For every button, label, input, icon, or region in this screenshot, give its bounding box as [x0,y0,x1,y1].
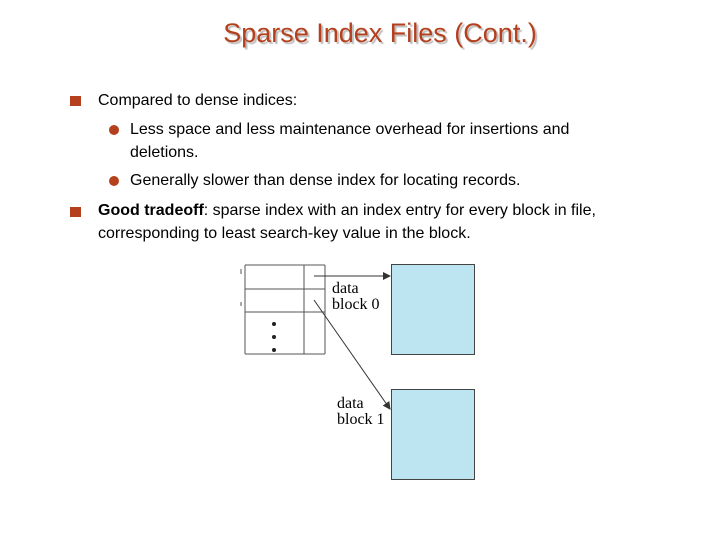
sub-bullet-text: Generally slower than dense index for locating records. [130,172,521,189]
sub-bullet-text: Less space and less maintenance overhead for insertions and [130,121,570,138]
sub-bullet-text-continued: deletions. [130,144,199,161]
data-block-1 [391,389,475,480]
pointer-arrow-block1 [314,300,390,409]
block1-label-line2: block 1 [337,411,385,428]
bullet-text-continued: corresponding to least search-key value in the block. [98,225,471,242]
block0-label-line1: data [332,280,359,297]
index-table [241,265,325,354]
block1-label-line1: data [337,395,364,412]
bullet-text-rest: : sparse index with an index entry for every block in file, [203,202,596,219]
page-title: Sparse Index Files (Cont.) [223,18,537,48]
bold-term: Good tradeoff [98,202,204,219]
data-block-0 [391,264,475,355]
block0-label-line2: block 0 [332,296,380,313]
ellipsis-dots [272,322,276,352]
bullet-text: Compared to dense indices: [98,92,298,109]
